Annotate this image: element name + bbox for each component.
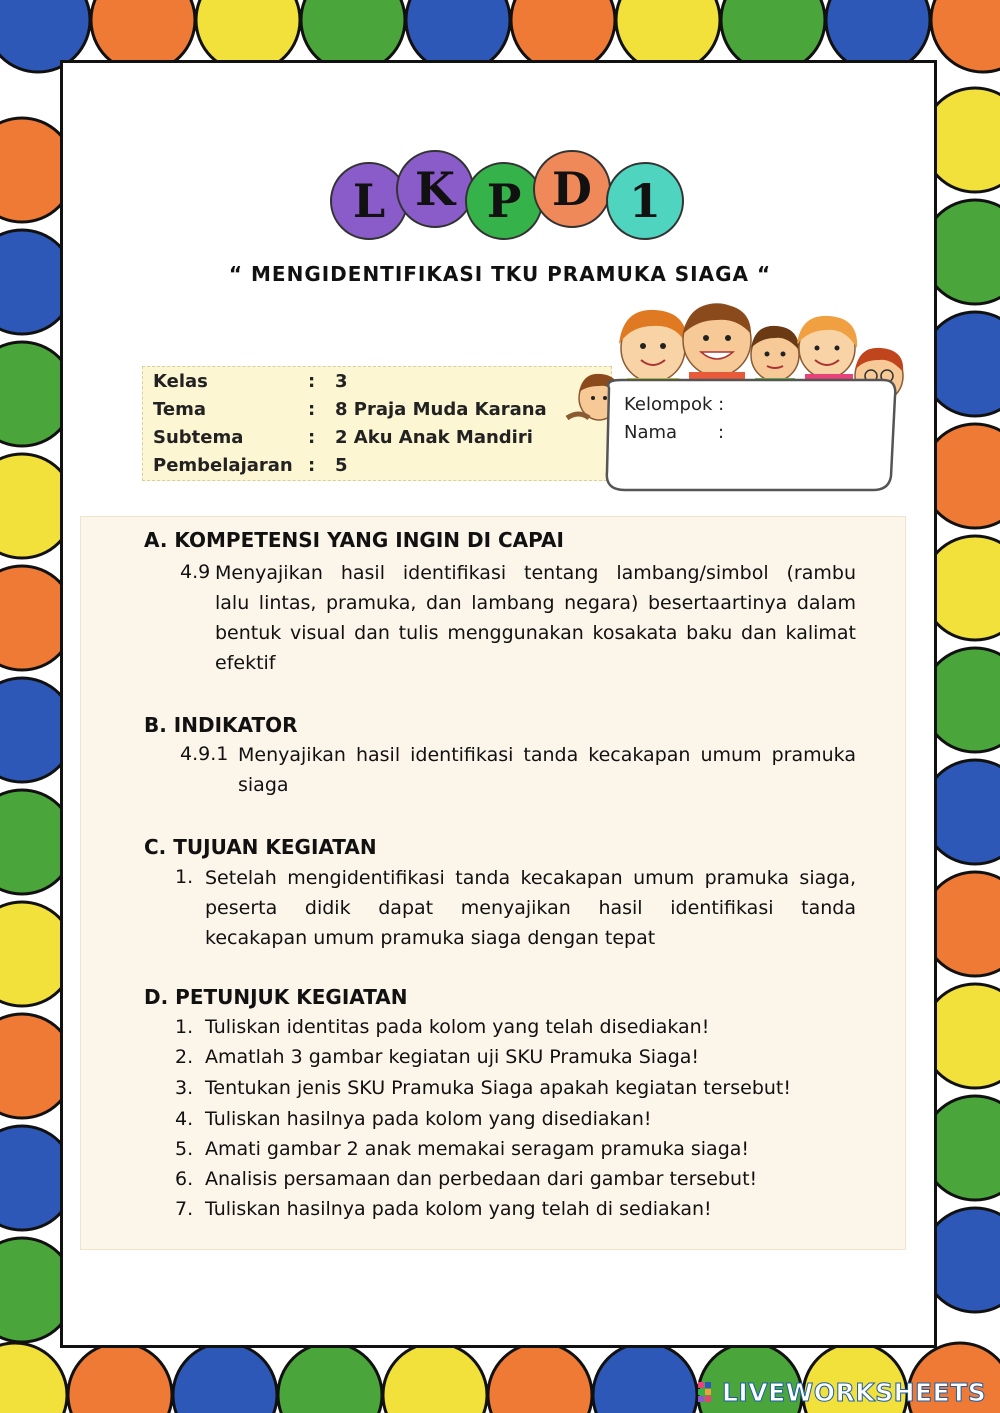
list-number: 5. — [175, 1138, 194, 1160]
liveworksheets-logo-icon — [698, 1382, 718, 1404]
section-a-line-1: Menyajikan hasil identifikasi tentang lambang/simbol (rambu — [215, 562, 856, 584]
list-number: 7. — [175, 1198, 194, 1220]
section-d-heading: D. PETUNJUK KEGIATAN — [144, 985, 408, 1009]
list-text: Tuliskan hasilnya pada kolom yang disediakan! — [205, 1108, 652, 1130]
section-c-line-2: peserta didik dapat menyajikan hasil identifikasi tanda — [205, 897, 856, 919]
section-c-line-1: Setelah mengidentifikasi tanda kecakapan umum pramuka siaga, — [205, 867, 856, 889]
scallop-bottom — [278, 1343, 382, 1413]
section-b-line-2: siaga — [238, 774, 289, 796]
scallop-bottom — [173, 1343, 277, 1413]
list-text: Tuliskan identitas pada kolom yang telah disediakan! — [205, 1016, 710, 1038]
list-number: 4. — [175, 1108, 194, 1130]
section-b-heading: B. INDIKATOR — [144, 713, 298, 737]
section-c-heading: C. TUJUAN KEGIATAN — [144, 835, 377, 859]
list-text: Amatlah 3 gambar kegiatan uji SKU Pramuka Siaga! — [205, 1046, 700, 1068]
nama-label: Nama — [624, 422, 678, 443]
section-b-number: 4.9.1 — [180, 743, 229, 765]
section-a-line-4: efektif — [215, 652, 276, 674]
section-a-heading: A. KOMPETENSI YANG INGIN DI CAPAI — [144, 528, 564, 552]
info-colon: : — [308, 427, 316, 448]
section-a-number: 4.9 — [180, 561, 211, 583]
info-value: 5 — [335, 455, 348, 476]
info-value: 2 Aku Anak Mandiri — [335, 427, 533, 448]
list-text: Analisis persamaan dan perbedaan dari gambar tersebut! — [205, 1168, 758, 1190]
info-value: 3 — [335, 371, 348, 392]
list-number: 3. — [175, 1077, 194, 1099]
scallop-bottom — [488, 1343, 592, 1413]
title-number-1: 1 — [606, 162, 684, 240]
worksheet-subtitle: “ MENGIDENTIFIKASI TKU PRAMUKA SIAGA “ — [228, 262, 772, 286]
kelompok-label: Kelompok : — [624, 394, 725, 415]
info-colon: : — [308, 399, 316, 420]
section-b-line-1: Menyajikan hasil identifikasi tanda kecakapan umum pramuka — [238, 744, 856, 766]
liveworksheets-watermark: LIVEWORKSHEETS — [722, 1378, 987, 1407]
scallop-bottom — [0, 1343, 67, 1413]
info-value: 8 Praja Muda Karana — [335, 399, 547, 420]
list-text: Tentukan jenis SKU Pramuka Siaga apakah kegiatan tersebut! — [205, 1077, 792, 1099]
lkpd-title — [330, 150, 690, 240]
list-number: 1. — [175, 1016, 194, 1038]
info-colon: : — [308, 371, 316, 392]
section-a-line-3: bentuk visual dan tulis menggunakan kosakata baku dan kalimat — [215, 622, 856, 644]
kids-board-illustration — [565, 300, 915, 495]
scallop-bottom — [68, 1343, 172, 1413]
title-letter-l: L — [330, 162, 408, 240]
scallop-top — [931, 0, 1000, 72]
info-label: Kelas — [153, 371, 208, 392]
section-c-line-3: kecakapan umum pramuka siaga dengan tepat — [205, 927, 656, 949]
info-colon: : — [308, 455, 316, 476]
scallop-bottom — [593, 1343, 697, 1413]
list-number: 2. — [175, 1046, 194, 1068]
list-text: Amati gambar 2 anak memakai seragam pramuka siaga! — [205, 1138, 750, 1160]
title-letter-d: D — [533, 150, 611, 228]
info-label: Pembelajaran — [153, 455, 293, 476]
list-text: Tuliskan hasilnya pada kolom yang telah di sediakan! — [205, 1198, 712, 1220]
section-a-line-2: lalu lintas, pramuka, dan lambang negara) besertaartinya dalam — [215, 592, 856, 614]
info-label: Subtema — [153, 427, 244, 448]
section-c-number: 1. — [175, 866, 194, 888]
scallop-bottom — [383, 1343, 487, 1413]
list-number: 6. — [175, 1168, 194, 1190]
class-info-box — [142, 366, 612, 481]
title-letter-p: P — [465, 162, 543, 240]
title-letter-k: K — [396, 150, 474, 228]
info-label: Tema — [153, 399, 206, 420]
nama-colon: : — [718, 422, 725, 443]
